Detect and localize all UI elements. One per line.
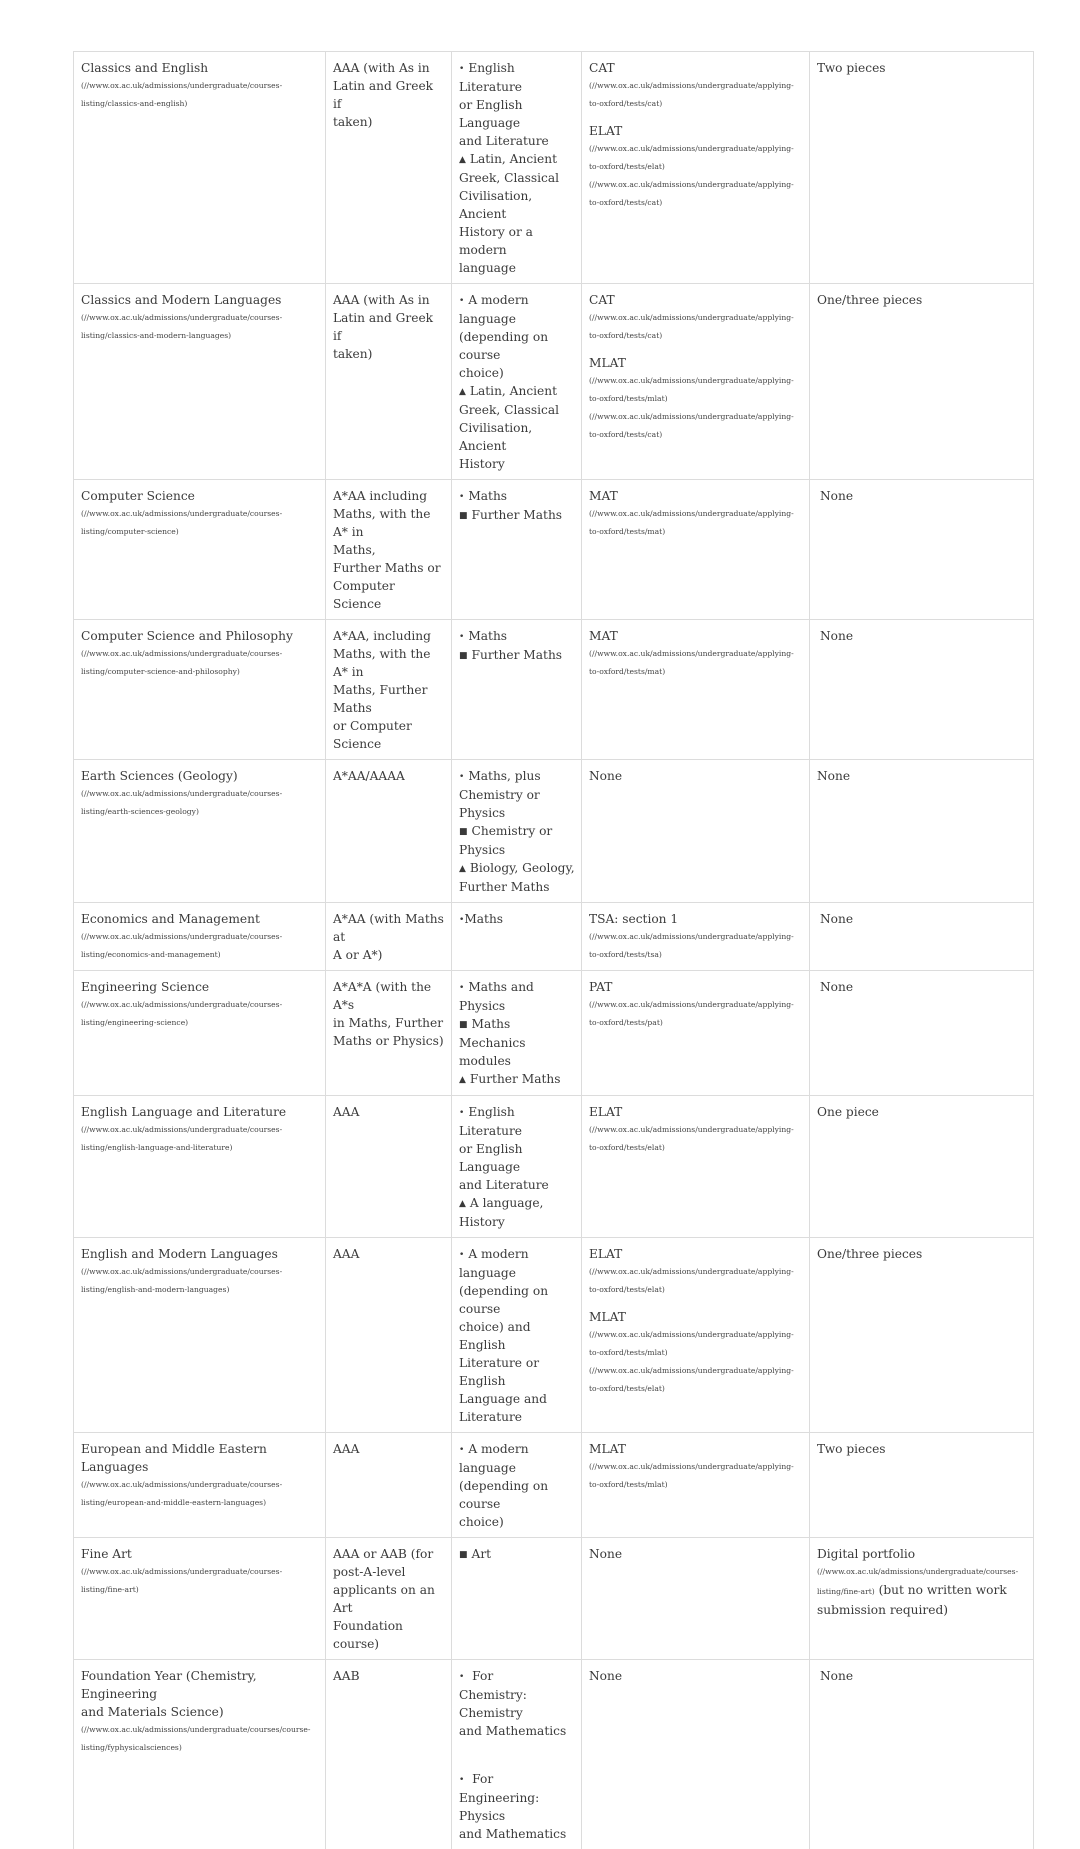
course-link[interactable]: (//www.ox.ac.uk/admissions/undergraduate/courses- listing/european-and-middle-eastern-languages) [81, 1476, 319, 1512]
bullet-essential-icon: • [459, 60, 464, 78]
subject-requirement [459, 1245, 575, 1426]
test-name: None [589, 767, 803, 785]
table-row [74, 1096, 1034, 1238]
written-work: Two pieces [817, 59, 1027, 77]
written-work-cell [810, 760, 1034, 903]
subject-requirement [459, 910, 575, 929]
subject-text: English Literature or English Language and Literature [459, 61, 549, 148]
grades-cell [326, 971, 452, 1096]
subject-text: Maths [464, 912, 503, 926]
subject-text: Further Maths [470, 1072, 561, 1086]
written-work-cell [810, 52, 1034, 284]
subjects-cell [452, 480, 582, 620]
admissions-test [589, 1245, 803, 1299]
grade-requirement: AAA (with As in Latin and Greek if taken) [333, 291, 445, 363]
test-link[interactable]: (//www.ox.ac.uk/admissions/undergraduate/applying- to-oxford/tests/mlat) [589, 1458, 803, 1494]
admissions-test [589, 978, 803, 1032]
subject-requirement [459, 822, 575, 859]
written-work: None [817, 487, 1027, 505]
bullet-essential-icon: • [459, 1668, 464, 1686]
written-work-cell [810, 1433, 1034, 1538]
test-link[interactable]: (//www.ox.ac.uk/admissions/undergraduate/applying- to-oxford/tests/tsa) [589, 928, 803, 964]
test-link[interactable]: (//www.ox.ac.uk/admissions/undergraduate/applying- to-oxford/tests/mat) [589, 505, 803, 541]
subject-requirement [459, 767, 575, 822]
course-name: Fine Art [81, 1545, 319, 1563]
subject-text: Biology, Geology, Further Maths [459, 861, 575, 894]
triangle-helpful-icon: ▲ [459, 151, 466, 169]
portfolio-link-tail[interactable]: listing/fine-art) [817, 1587, 875, 1596]
written-work: None [817, 910, 1027, 928]
admissions-test-cell [582, 971, 810, 1096]
bullet-essential-icon: • [459, 1441, 464, 1459]
admissions-test [589, 1308, 803, 1398]
course-cell [74, 1238, 326, 1433]
test-name: MLAT [589, 1308, 803, 1326]
admissions-test [589, 354, 803, 444]
subjects-cell [452, 971, 582, 1096]
admissions-test-cell [582, 760, 810, 903]
course-cell [74, 1096, 326, 1238]
admissions-test-cell [582, 52, 810, 284]
table-row [74, 971, 1034, 1096]
square-recommended-icon: ■ [459, 507, 468, 525]
course-cell [74, 480, 326, 620]
course-requirements-table [73, 51, 1034, 1849]
subject-text: English Literature or English Language and Literature [459, 1105, 549, 1192]
subjects-cell [452, 760, 582, 903]
subject-text: Further Maths [472, 648, 563, 662]
course-name: European and Middle Eastern Languages [81, 1440, 319, 1476]
test-name: MLAT [589, 1440, 803, 1458]
written-work: Two pieces [817, 1440, 1027, 1458]
bullet-essential-icon: • [459, 911, 464, 929]
grade-requirement: A*AA (with Maths at A or A*) [333, 910, 445, 964]
grades-cell [326, 1238, 452, 1433]
subject-requirement [459, 1070, 575, 1089]
grades-cell [326, 52, 452, 284]
test-link[interactable]: (//www.ox.ac.uk/admissions/undergraduate/applying- to-oxford/tests/elat) [589, 140, 803, 176]
subject-text: Maths and Physics [459, 980, 534, 1013]
grade-requirement: A*A*A (with the A*s in Maths, Further Maths or Physics) [333, 978, 445, 1050]
course-cell [74, 1538, 326, 1660]
test-name: CAT [589, 291, 803, 309]
subject-text: Maths [468, 489, 507, 503]
subject-requirement [459, 487, 575, 506]
course-name: Economics and Management [81, 910, 319, 928]
course-name: Computer Science [81, 487, 319, 505]
admissions-test-cell [582, 284, 810, 480]
subjects-cell [452, 1433, 582, 1538]
admissions-test-cell [582, 1238, 810, 1433]
admissions-test-cell [582, 480, 810, 620]
table-row [74, 1538, 1034, 1660]
subject-text: Chemistry or Physics [459, 824, 552, 857]
square-recommended-icon: ■ [459, 647, 468, 665]
written-work: None [817, 1667, 1027, 1685]
subjects-cell [452, 52, 582, 284]
admissions-test-cell [582, 1096, 810, 1238]
subject-requirement [459, 1667, 575, 1740]
grades-cell [326, 1538, 452, 1660]
grades-cell [326, 1096, 452, 1238]
written-work: One/three pieces [817, 291, 1027, 309]
triangle-helpful-icon: ▲ [459, 1195, 466, 1213]
grade-requirement: AAA [333, 1245, 445, 1263]
grades-cell [326, 620, 452, 760]
bullet-essential-icon: • [459, 1246, 464, 1264]
course-link[interactable]: (//www.ox.ac.uk/admissions/undergraduate/courses- listing/engineering-science) [81, 996, 319, 1032]
course-link[interactable]: (//www.ox.ac.uk/admissions/undergraduate/courses- listing/english-language-and-literature) [81, 1121, 319, 1157]
course-link[interactable]: (//www.ox.ac.uk/admissions/undergraduate/courses- listing/computer-science) [81, 505, 319, 541]
course-name: Foundation Year (Chemistry, Engineering and Materials Science) [81, 1667, 319, 1721]
table-row [74, 52, 1034, 284]
course-cell [74, 760, 326, 903]
written-work: One/three pieces [817, 1245, 1027, 1263]
admissions-test [589, 291, 803, 345]
test-name: ELAT [589, 1103, 803, 1121]
table-row [74, 284, 1034, 480]
triangle-helpful-icon: ▲ [459, 860, 466, 878]
subjects-cell [452, 1238, 582, 1433]
written-work: None [817, 978, 1027, 996]
table-row [74, 903, 1034, 971]
test-link[interactable]: (//www.ox.ac.uk/admissions/undergraduate/applying- to-oxford/tests/mlat) [589, 372, 803, 408]
admissions-requirements-sheet [73, 51, 1033, 1849]
subject-text: Latin, Ancient Greek, Classical Civilisation, Ancient History [459, 384, 559, 471]
portfolio-note-tail: submission required) [817, 1601, 1027, 1619]
subject-text: For Engineering: Physics and Mathematics [459, 1772, 566, 1841]
course-link[interactable]: (//www.ox.ac.uk/admissions/undergraduate/courses- listing/classics-and-english) [81, 77, 319, 113]
written-work-cell [810, 971, 1034, 1096]
course-name: English and Modern Languages [81, 1245, 319, 1263]
subject-text: A modern language (depending on course choice) and English Literature or English Language and Literature [459, 1247, 548, 1424]
course-link[interactable]: (//www.ox.ac.uk/admissions/undergraduate/courses- listing/computer-science-and-philosophy) [81, 645, 319, 681]
subject-requirement [459, 978, 575, 1015]
test-link[interactable]: (//www.ox.ac.uk/admissions/undergraduate/applying- to-oxford/tests/cat) [589, 77, 803, 113]
test-link[interactable]: (//www.ox.ac.uk/admissions/undergraduate/applying- to-oxford/tests/mlat) [589, 1326, 803, 1362]
course-cell [74, 1433, 326, 1538]
written-work: One piece [817, 1103, 1027, 1121]
grade-requirement: AAA or AAB (for post-A-level applicants on an Art Foundation course) [333, 1545, 445, 1653]
test-link[interactable]: (//www.ox.ac.uk/admissions/undergraduate/applying- to-oxford/tests/elat) [589, 1362, 803, 1398]
portfolio-note-line [817, 1581, 1027, 1601]
admissions-test [589, 767, 803, 785]
square-recommended-icon: ■ [459, 1546, 468, 1564]
subject-text: Art [472, 1547, 492, 1561]
admissions-test [589, 1103, 803, 1157]
written-work-cell [810, 620, 1034, 760]
admissions-test [589, 122, 803, 212]
subject-requirement [459, 150, 575, 277]
admissions-test [589, 910, 803, 964]
subjects-cell [452, 284, 582, 480]
table-body [74, 52, 1034, 1849]
table-row [74, 1238, 1034, 1433]
written-work-cell [810, 1660, 1034, 1849]
subject-requirement [459, 59, 575, 150]
spacer [459, 1740, 575, 1770]
test-name: None [589, 1667, 803, 1685]
course-link[interactable]: (//www.ox.ac.uk/admissions/undergraduate/courses- listing/fine-art) [81, 1563, 319, 1599]
test-name: PAT [589, 978, 803, 996]
grade-requirement: A*AA including Maths, with the A* in Maths, Further Maths or Computer Science [333, 487, 445, 613]
portfolio-note: (but no written work [875, 1583, 1007, 1597]
course-cell [74, 620, 326, 760]
test-link[interactable]: (//www.ox.ac.uk/admissions/undergraduate/applying- to-oxford/tests/cat) [589, 309, 803, 345]
written-work: None [817, 767, 1027, 785]
grades-cell [326, 760, 452, 903]
subject-requirement [459, 1545, 575, 1564]
subject-text: Maths, plus Chemistry or Physics [459, 769, 541, 820]
square-recommended-icon: ■ [459, 823, 468, 841]
grade-requirement: A*AA, including Maths, with the A* in Maths, Further Maths or Computer Science [333, 627, 445, 753]
course-name: Classics and Modern Languages [81, 291, 319, 309]
test-name: None [589, 1545, 803, 1563]
subject-text: A modern language (depending on course choice) [459, 293, 548, 380]
subjects-cell [452, 620, 582, 760]
test-name: TSA: section 1 [589, 910, 803, 928]
bullet-essential-icon: • [459, 292, 464, 310]
grade-requirement: AAA [333, 1103, 445, 1121]
course-name: Engineering Science [81, 978, 319, 996]
table-row [74, 480, 1034, 620]
test-name: MAT [589, 487, 803, 505]
admissions-test [589, 627, 803, 681]
course-link[interactable]: (//www.ox.ac.uk/admissions/undergraduate/courses- listing/classics-and-modern-languages) [81, 309, 319, 345]
course-name: Classics and English [81, 59, 319, 77]
table-row [74, 1433, 1034, 1538]
subject-text: Maths [468, 629, 507, 643]
subject-requirement [459, 627, 575, 646]
subjects-cell [452, 1096, 582, 1238]
square-recommended-icon: ■ [459, 1016, 468, 1034]
written-work-cell [810, 1096, 1034, 1238]
portfolio-link[interactable]: (//www.ox.ac.uk/admissions/undergraduate/courses- [817, 1563, 1027, 1581]
subject-text: A modern language (depending on course choice) [459, 1442, 548, 1529]
subject-requirement [459, 291, 575, 382]
written-work-cell [810, 480, 1034, 620]
bullet-essential-icon: • [459, 1771, 464, 1789]
grades-cell [326, 1433, 452, 1538]
written-work-cell [810, 284, 1034, 480]
table-row [74, 760, 1034, 903]
subject-requirement [459, 859, 575, 896]
course-link[interactable]: (//www.ox.ac.uk/admissions/undergraduate/courses- listing/english-and-modern-languages) [81, 1263, 319, 1299]
grade-requirement: A*AA/AAAA [333, 767, 445, 785]
subject-requirement [459, 646, 575, 665]
bullet-essential-icon: • [459, 628, 464, 646]
admissions-test-cell [582, 1433, 810, 1538]
table-row [74, 1660, 1034, 1849]
subject-requirement [459, 1194, 575, 1231]
test-name: MLAT [589, 354, 803, 372]
admissions-test [589, 487, 803, 541]
test-name: ELAT [589, 1245, 803, 1263]
grades-cell [326, 1660, 452, 1849]
bullet-essential-icon: • [459, 1104, 464, 1122]
admissions-test-cell [582, 1660, 810, 1849]
written-work-cell [810, 903, 1034, 971]
test-name: ELAT [589, 122, 803, 140]
subject-text: Latin, Ancient Greek, Classical Civilisation, Ancient History or a modern language [459, 152, 559, 275]
subject-text: For Chemistry: Chemistry and Mathematics [459, 1669, 566, 1738]
bullet-essential-icon: • [459, 488, 464, 506]
grade-requirement: AAB [333, 1667, 445, 1685]
written-work: Digital portfolio [817, 1545, 1027, 1563]
test-link[interactable]: (//www.ox.ac.uk/admissions/undergraduate/applying- to-oxford/tests/elat) [589, 1121, 803, 1157]
bullet-essential-icon: • [459, 768, 464, 786]
test-name: MAT [589, 627, 803, 645]
table-row [74, 620, 1034, 760]
subject-requirement [459, 1015, 575, 1070]
admissions-test-cell [582, 620, 810, 760]
subjects-cell [452, 1538, 582, 1660]
triangle-helpful-icon: ▲ [459, 383, 466, 401]
subject-requirement [459, 1770, 575, 1843]
course-cell [74, 52, 326, 284]
admissions-test-cell [582, 1538, 810, 1660]
test-link[interactable]: (//www.ox.ac.uk/admissions/undergraduate/applying- to-oxford/tests/mat) [589, 645, 803, 681]
test-link[interactable]: (//www.ox.ac.uk/admissions/undergraduate/applying- to-oxford/tests/cat) [589, 408, 803, 444]
triangle-helpful-icon: ▲ [459, 1071, 466, 1089]
grade-requirement: AAA [333, 1440, 445, 1458]
course-cell [74, 284, 326, 480]
course-name: English Language and Literature [81, 1103, 319, 1121]
course-cell [74, 1660, 326, 1849]
grades-cell [326, 480, 452, 620]
subject-requirement [459, 506, 575, 525]
subject-text: A language, History [459, 1196, 543, 1229]
admissions-test [589, 1667, 803, 1685]
subject-requirement [459, 1440, 575, 1531]
course-link[interactable]: (//www.ox.ac.uk/admissions/undergraduate/courses/course- listing/fyphysicalsciences) [81, 1721, 319, 1757]
admissions-test [589, 1545, 803, 1563]
written-work-cell [810, 1538, 1034, 1660]
subject-text: Further Maths [472, 508, 563, 522]
course-cell [74, 903, 326, 971]
course-link[interactable]: (//www.ox.ac.uk/admissions/undergraduate/courses- listing/earth-sciences-geology) [81, 785, 319, 821]
subject-text: Maths Mechanics modules [459, 1017, 525, 1068]
subject-requirement [459, 1103, 575, 1194]
test-name: CAT [589, 59, 803, 77]
test-link[interactable]: (//www.ox.ac.uk/admissions/undergraduate/applying- to-oxford/tests/pat) [589, 996, 803, 1032]
written-work: None [817, 627, 1027, 645]
test-link[interactable]: (//www.ox.ac.uk/admissions/undergraduate/applying- to-oxford/tests/cat) [589, 176, 803, 212]
course-link[interactable]: (//www.ox.ac.uk/admissions/undergraduate/courses- listing/economics-and-management) [81, 928, 319, 964]
bullet-essential-icon: • [459, 979, 464, 997]
course-cell [74, 971, 326, 1096]
subject-requirement [459, 382, 575, 473]
grade-requirement: AAA (with As in Latin and Greek if taken) [333, 59, 445, 131]
test-link[interactable]: (//www.ox.ac.uk/admissions/undergraduate/applying- to-oxford/tests/elat) [589, 1263, 803, 1299]
subjects-cell [452, 903, 582, 971]
admissions-test-cell [582, 903, 810, 971]
grades-cell [326, 284, 452, 480]
admissions-test [589, 1440, 803, 1494]
course-name: Computer Science and Philosophy [81, 627, 319, 645]
subjects-cell [452, 1660, 582, 1849]
course-name: Earth Sciences (Geology) [81, 767, 319, 785]
written-work-cell [810, 1238, 1034, 1433]
grades-cell [326, 903, 452, 971]
admissions-test [589, 59, 803, 113]
